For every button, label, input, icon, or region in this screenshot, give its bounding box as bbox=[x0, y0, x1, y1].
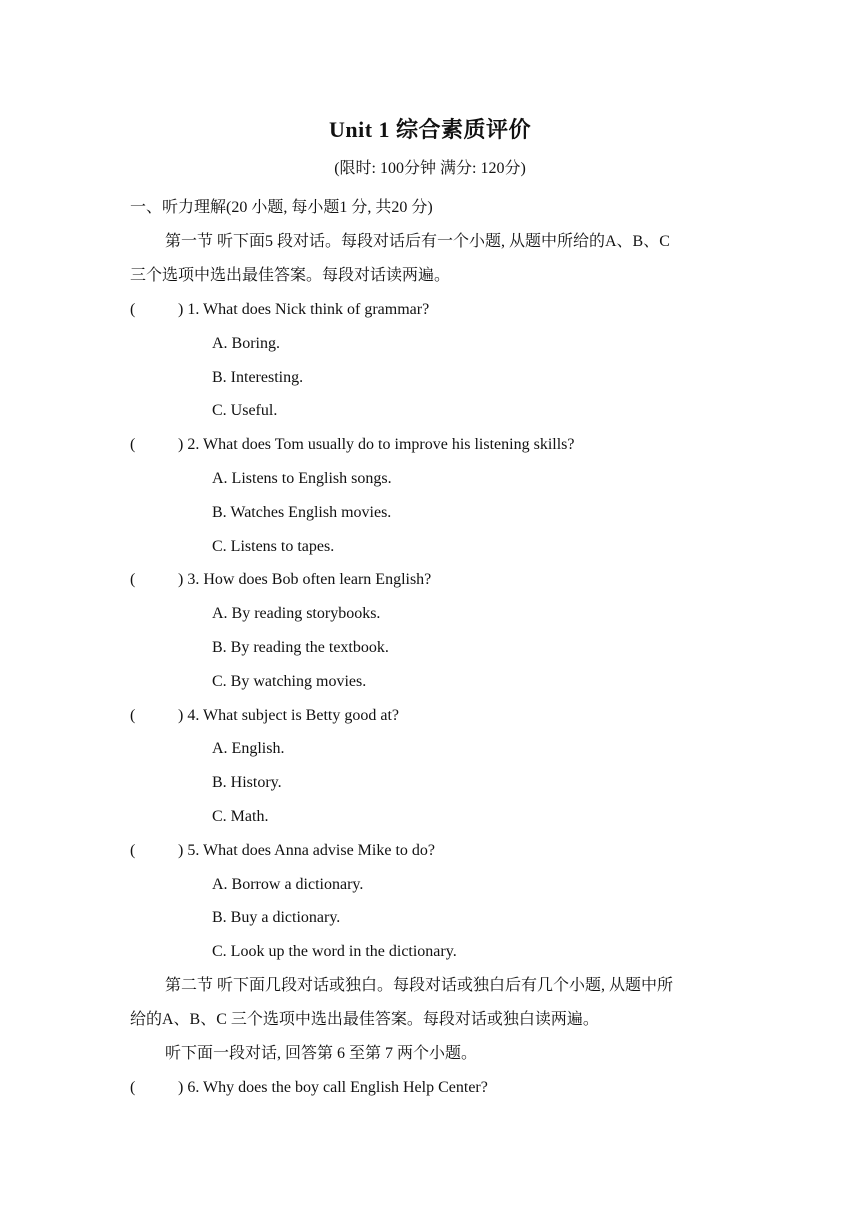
option-a: A. By reading storybooks. bbox=[212, 605, 381, 622]
answer-blank-close: ) bbox=[178, 301, 184, 318]
part1-instruction-line1: 第一节 听下面5 段对话。每段对话后有一个小题, 从题中所给的A、B、C bbox=[165, 233, 670, 250]
answer-blank-open[interactable]: ( bbox=[130, 301, 136, 318]
question-2 bbox=[130, 434, 574, 456]
option-c: C. Math. bbox=[212, 808, 269, 825]
option-b: B. By reading the textbook. bbox=[212, 639, 389, 656]
question-text: 5. What does Anna advise Mike to do? bbox=[187, 842, 435, 859]
time-limit-subtitle: (限时: 100分钟 满分: 120分) bbox=[334, 160, 526, 177]
option-a: A. Listens to English songs. bbox=[212, 470, 392, 487]
part2-instruction-line2: 给的A、B、C 三个选项中选出最佳答案。每段对话或独白读两遍。 bbox=[130, 1011, 599, 1028]
question-4 bbox=[130, 705, 399, 727]
option-a: A. Boring. bbox=[212, 335, 280, 352]
option-c: C. Listens to tapes. bbox=[212, 538, 335, 555]
dialogue-instruction: 听下面一段对话, 回答第 6 至第 7 两个小题。 bbox=[165, 1045, 478, 1062]
part2-instruction-line1: 第二节 听下面几段对话或独白。每段对话或独白后有几个小题, 从题中所 bbox=[165, 977, 674, 994]
option-c: C. Useful. bbox=[212, 402, 278, 419]
part1-instruction-line2: 三个选项中选出最佳答案。每段对话读两遍。 bbox=[130, 267, 451, 284]
answer-blank-open[interactable]: ( bbox=[130, 842, 136, 859]
answer-blank-close: ) bbox=[178, 436, 184, 453]
question-text: 3. How does Bob often learn English? bbox=[187, 571, 432, 588]
answer-blank-close: ) bbox=[178, 707, 184, 724]
option-a: A. English. bbox=[212, 740, 285, 757]
option-b: B. History. bbox=[212, 774, 282, 791]
option-b: B. Buy a dictionary. bbox=[212, 909, 341, 926]
question-1 bbox=[130, 299, 429, 321]
answer-blank-open[interactable]: ( bbox=[130, 571, 136, 588]
option-c: C. Look up the word in the dictionary. bbox=[212, 943, 457, 960]
question-5 bbox=[130, 840, 435, 862]
answer-blank-close: ) bbox=[178, 571, 184, 588]
section-heading: 一、听力理解(20 小题, 每小题1 分, 共20 分) bbox=[130, 199, 433, 216]
question-6 bbox=[130, 1077, 488, 1099]
option-a: A. Borrow a dictionary. bbox=[212, 876, 364, 893]
answer-blank-open[interactable]: ( bbox=[130, 436, 136, 453]
question-3 bbox=[130, 569, 431, 591]
option-b: B. Interesting. bbox=[212, 369, 304, 386]
answer-blank-open[interactable]: ( bbox=[130, 707, 136, 724]
answer-blank-close: ) bbox=[178, 1079, 184, 1096]
question-text: 2. What does Tom usually do to improve his listening skills? bbox=[187, 436, 575, 453]
answer-blank-open[interactable]: ( bbox=[130, 1079, 136, 1096]
page-title: Unit 1 综合素质评价 bbox=[328, 117, 532, 142]
question-text: 4. What subject is Betty good at? bbox=[187, 707, 399, 724]
option-b: B. Watches English movies. bbox=[212, 504, 392, 521]
option-c: C. By watching movies. bbox=[212, 673, 367, 690]
answer-blank-close: ) bbox=[178, 842, 184, 859]
question-text: 1. What does Nick think of grammar? bbox=[187, 301, 430, 318]
question-text: 6. Why does the boy call English Help Center? bbox=[187, 1079, 488, 1096]
